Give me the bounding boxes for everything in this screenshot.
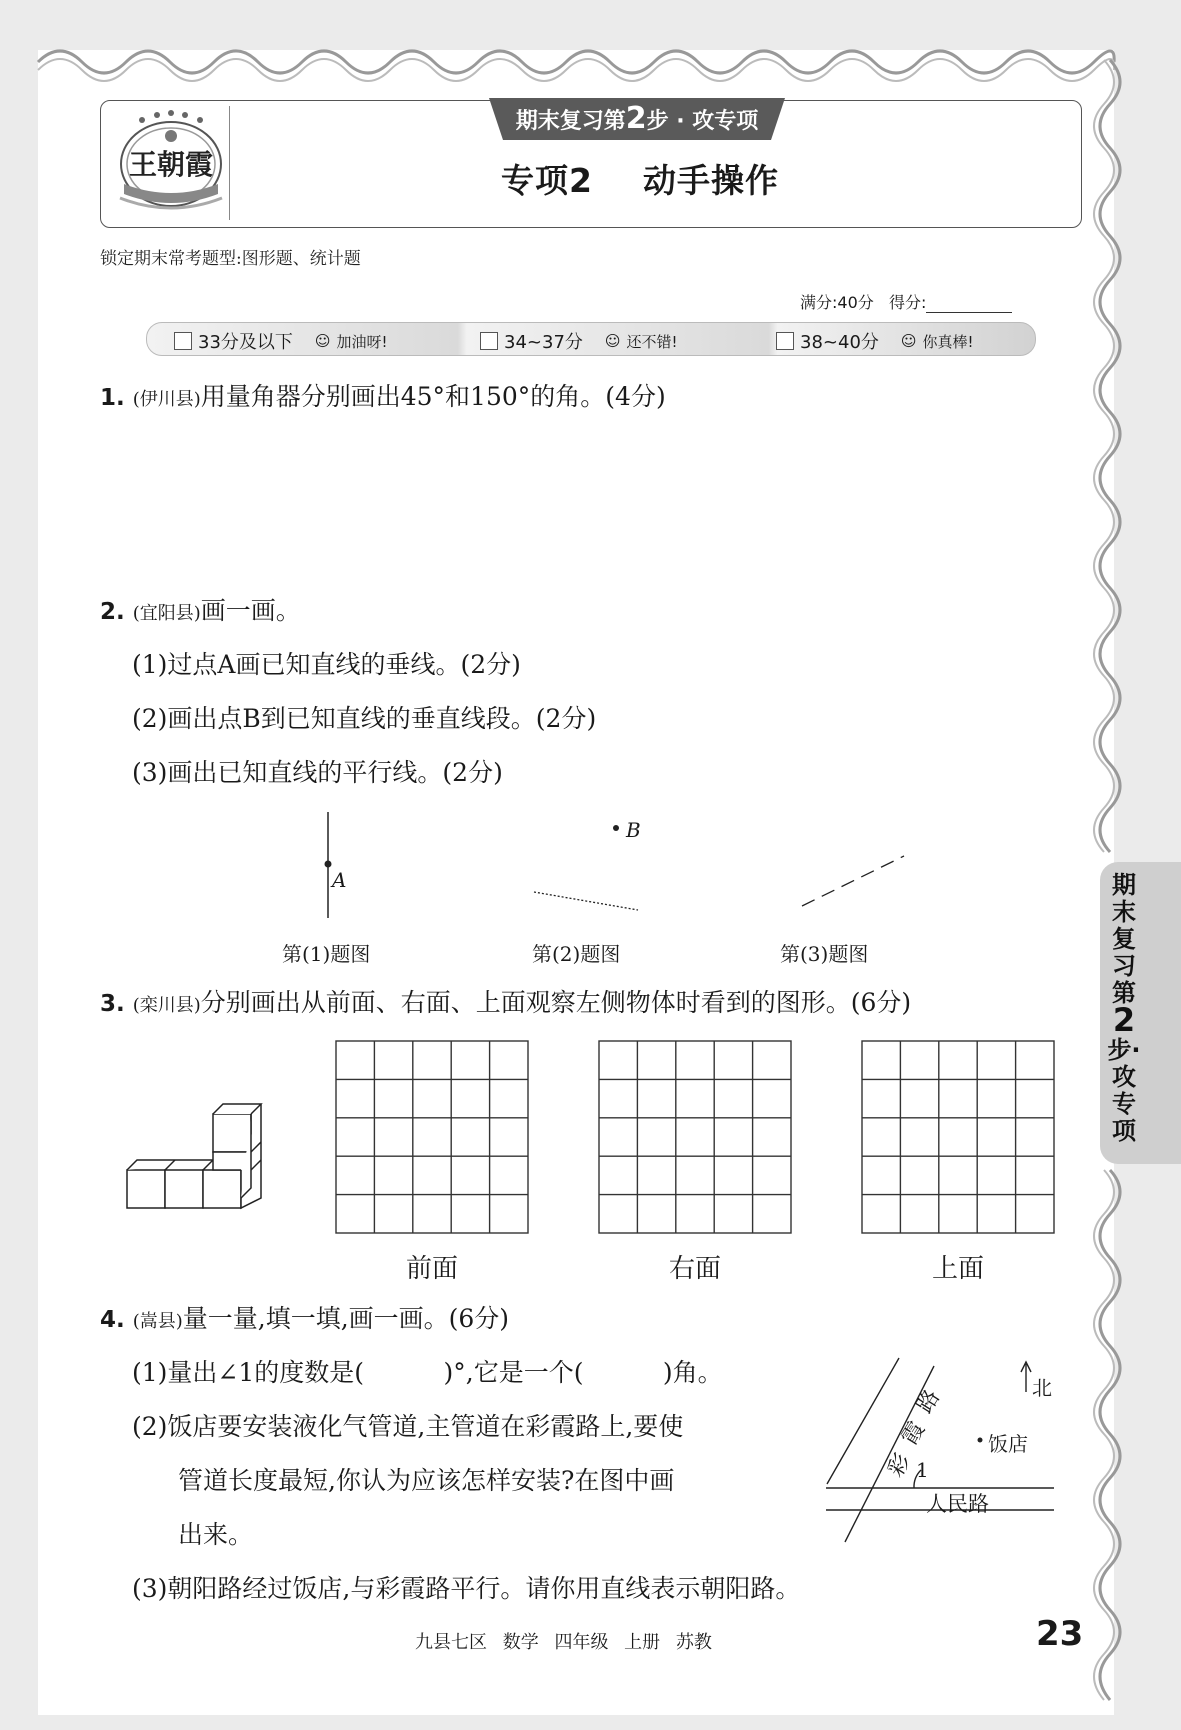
q2-sub-3: (3)画出已知直线的平行线。(2分) (132, 758, 503, 787)
rating-item-low: 33分及以下 ☺ 加油呀! (174, 328, 388, 354)
rating-item-high: 38~40分 ☺ 你真棒! (776, 328, 974, 354)
point-b-label: B (626, 818, 641, 842)
svg-text:王朝霞: 王朝霞 (128, 148, 214, 181)
q4-sub-2-line-3: 出来。 (178, 1520, 254, 1549)
q4-sub-2-line-2: 管道长度最短,你认为应该怎样安装?在图中画 (178, 1466, 675, 1495)
full-score: 满分:40分 (800, 293, 874, 312)
restaurant-point (978, 1438, 983, 1443)
grid-label-front: 前面 (405, 1254, 458, 1284)
caixia-road-char-1: 彩 (883, 1449, 917, 1482)
q2-sub-1: (1)过点A画已知直线的垂线。(2分) (132, 650, 521, 679)
renmin-road-label: 人民路 (926, 1492, 989, 1516)
page-title: 专项2 动手操作 (501, 161, 779, 200)
score-label: 得分: (889, 293, 927, 312)
grid-label-right: 右面 (668, 1254, 721, 1284)
point-a-label: A (332, 868, 347, 892)
question-4: 4. (嵩县)量一量,填一填,画一画。(6分) (100, 1304, 510, 1333)
header-tab-label: 期末复习第2步 · 攻专项 (515, 101, 759, 136)
caixia-road-char-3: 路 (912, 1385, 946, 1418)
face-icon: ☺ (604, 332, 621, 350)
q2-sub-2: (2)画出点B到已知直线的垂直线段。(2分) (132, 704, 597, 733)
fig-label-3: 第(3)题图 (780, 942, 869, 966)
question-2: 2. (宜阳县)画一画。 (100, 596, 301, 625)
fig-label-1: 第(1)题图 (282, 942, 371, 966)
q4-sub-3: (3)朝阳路经过饭店,与彩霞路平行。请你用直线表示朝阳路。 (132, 1574, 801, 1603)
footer-info: 九县七区 数学 四年级 上册 苏教 (415, 1632, 712, 1653)
caixia-road-char-2: 霞 (897, 1417, 931, 1450)
face-icon: ☺ (900, 332, 917, 350)
angle-1-label: 1 (916, 1458, 929, 1482)
grid-label-top: 上面 (931, 1254, 984, 1284)
q4-sub-2-line-1: (2)饭店要安装液化气管道,主管道在彩霞路上,要使 (132, 1412, 684, 1441)
subtitle: 锁定期末常考题型:图形题、统计题 (100, 249, 361, 269)
rating-item-mid: 34~37分 ☺ 还不错! (480, 328, 678, 354)
north-label: 北 (1032, 1376, 1052, 1400)
restaurant-label: 饭店 (988, 1432, 1028, 1456)
fig-label-2: 第(2)题图 (532, 942, 621, 966)
side-tab-label: 期末复习第2步·攻专项 (1107, 871, 1141, 1145)
face-icon: ☺ (314, 332, 331, 350)
question-3: 3. (栾川县)分别画出从前面、右面、上面观察左侧物体时看到的图形。(6分) (100, 988, 912, 1017)
question-1: 1. (伊川县)用量角器分别画出45°和150°的角。(4分) (100, 382, 666, 411)
page-number: 23 (1036, 1614, 1084, 1654)
q4-sub-1: (1)量出∠1的度数是( )°,它是一个( )角。 (132, 1358, 723, 1387)
